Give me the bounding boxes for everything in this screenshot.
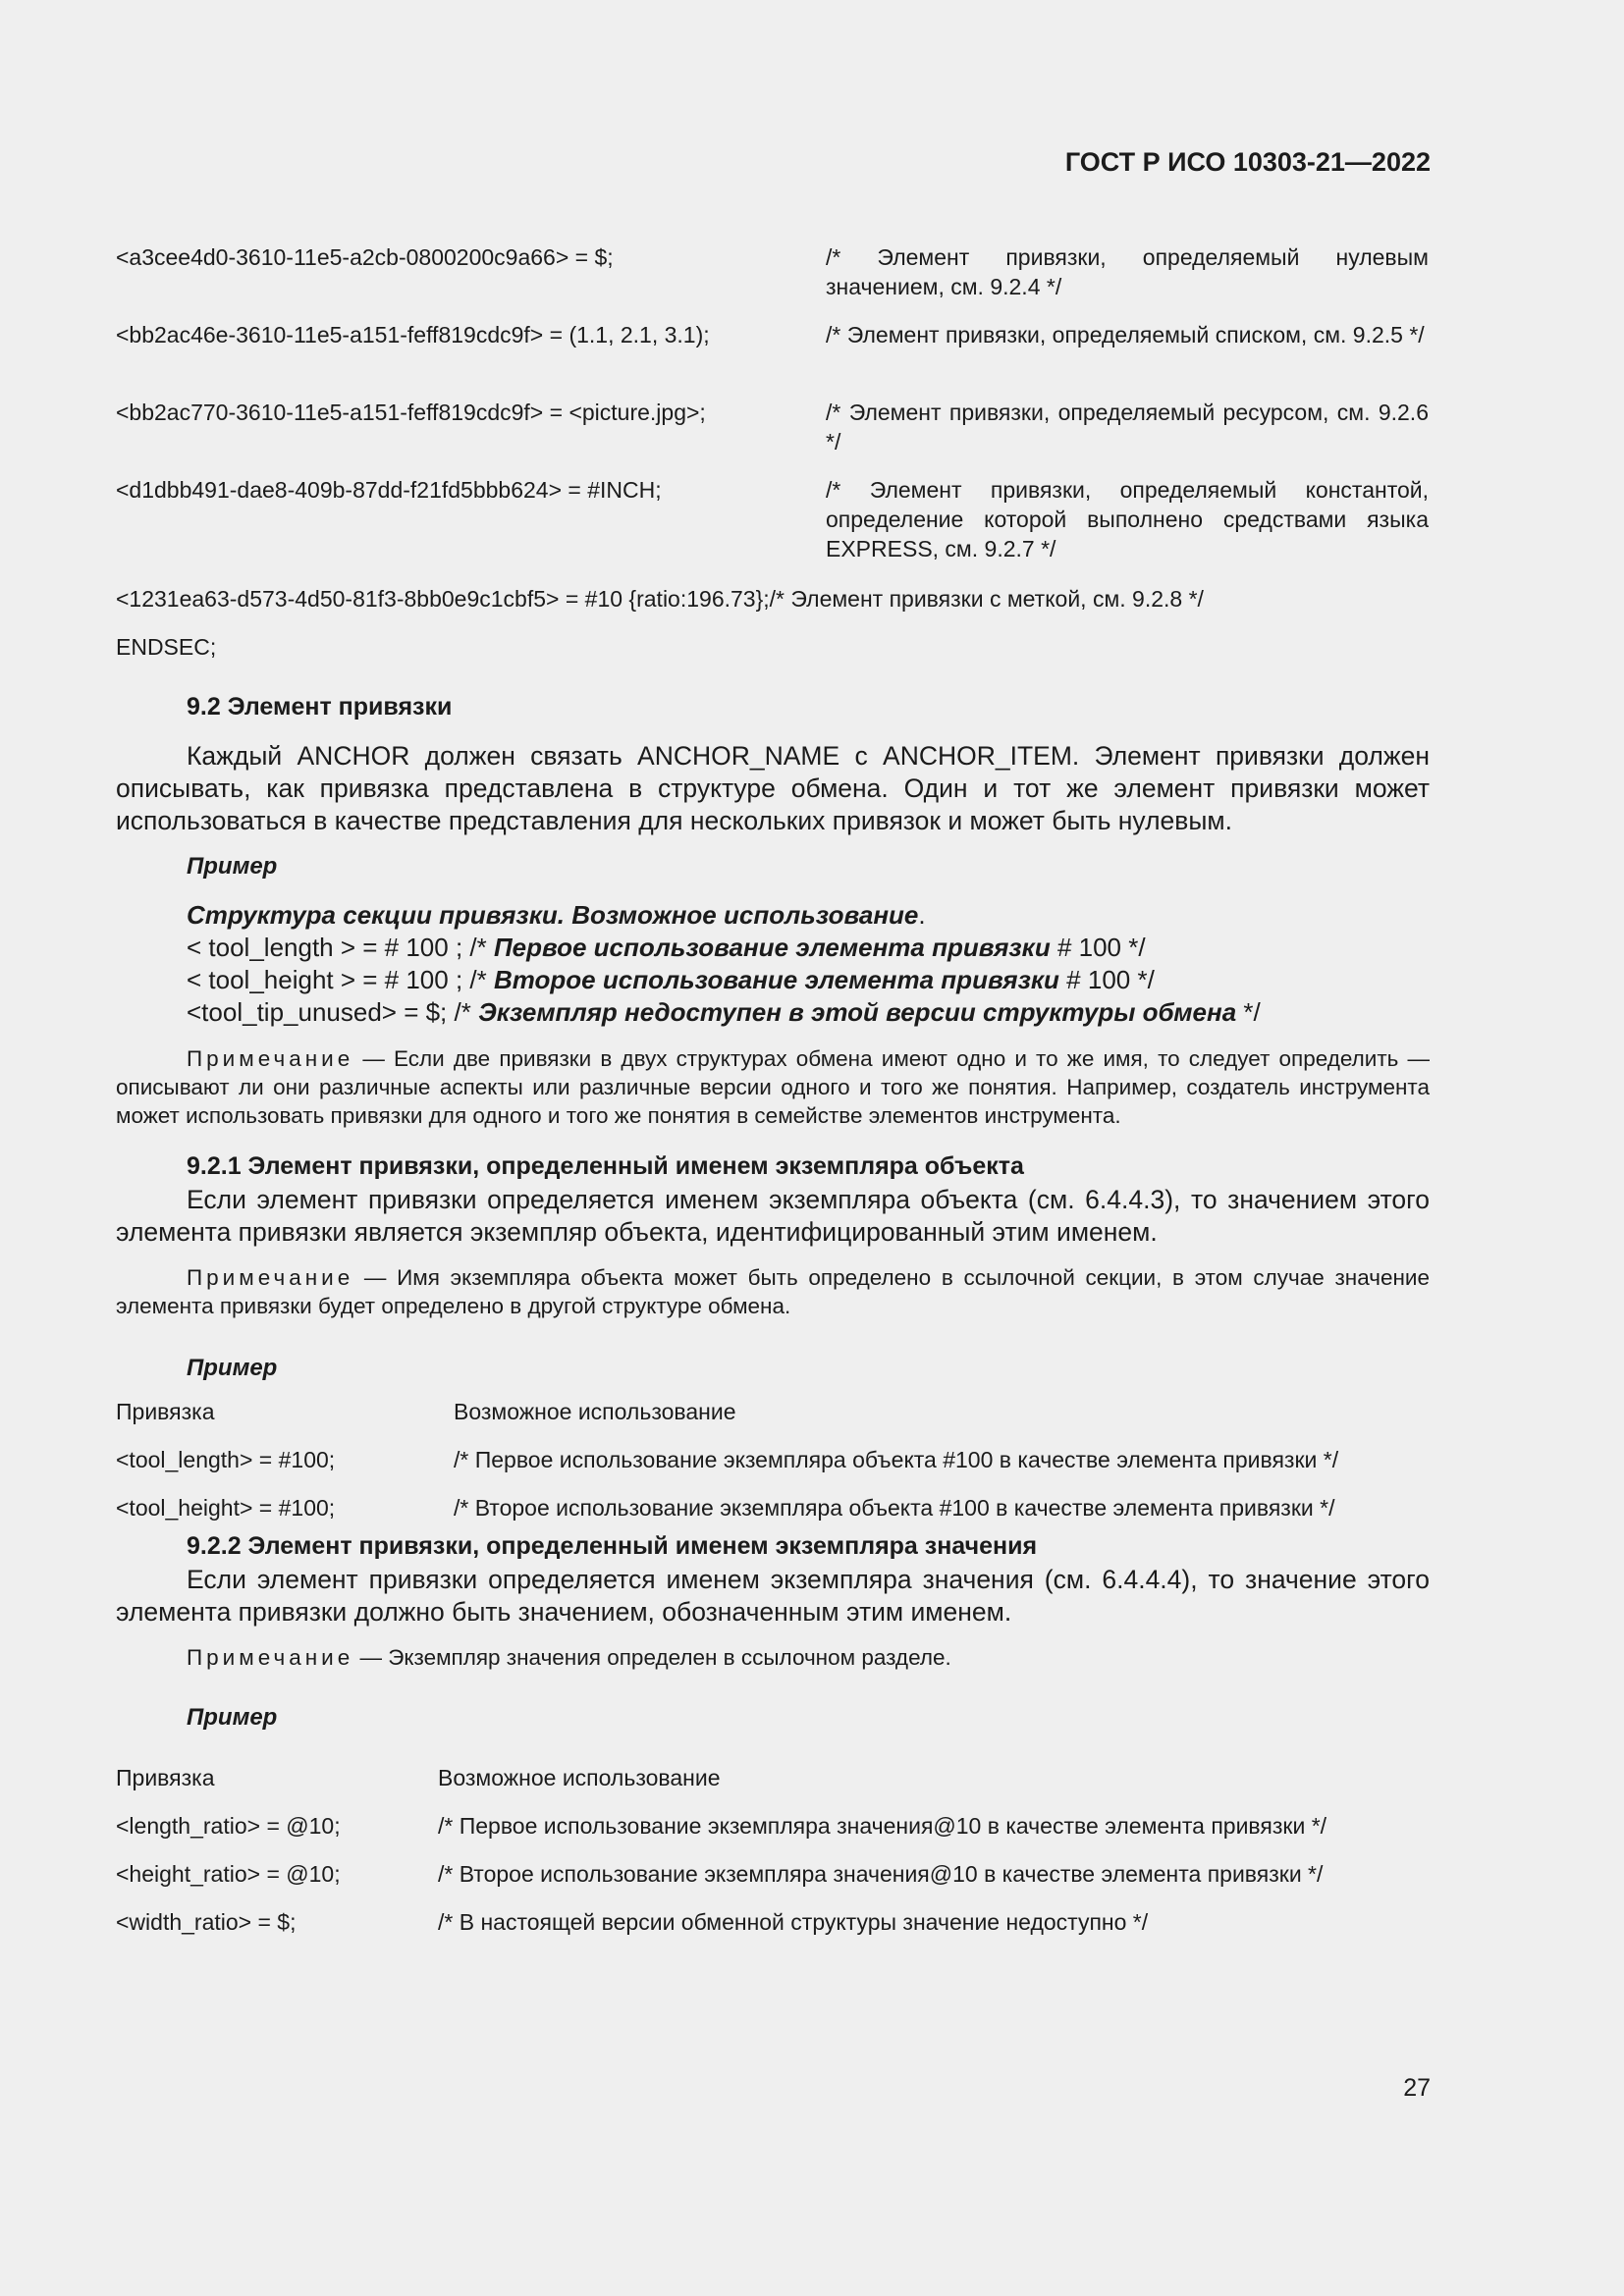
note-9-2-1: Примечание — Имя экземпляра объекта может быть определено в ссылочной секции, в этом случае значение элемента привязки будет определено в другой структуре обмена.	[116, 1265, 1430, 1318]
code-left-4: <d1dbb491-dae8-409b-87dd-f21fd5bbb624> = #INCH;	[116, 477, 662, 503]
table-row: <width_ratio> = $;	[116, 1909, 297, 1935]
section-9-2-2-paragraph: Если элемент привязки определяется именем экземпляра значения (см. 6.4.4.4), то значение этого элемента привязки должно быть значением, обозначенным этим именем.	[116, 1565, 1430, 1627]
code-left-1: <a3cee4d0-3610-11e5-a2cb-0800200c9a66> = $;	[116, 244, 614, 270]
table-cell: /* Первое использование экземпляра объекта #100 в качестве элемента привязки */	[454, 1447, 1339, 1472]
endsec-line: ENDSEC;	[116, 634, 217, 660]
table1-header-anchor: Привязка	[116, 1399, 215, 1424]
code-comment-2: /* Элемент привязки, определяемый списком, см. 9.2.5 */	[826, 322, 1425, 347]
example-label-2: Пример	[187, 1355, 278, 1381]
code-comment-4: /* Элемент привязки, определяемый константой, определение которой выполнено средствами языка EXPRESS, см. 9.2.7 */	[826, 477, 1429, 561]
example-label-1: Пример	[187, 853, 278, 880]
section-9-2-2-title: 9.2.2 Элемент привязки, определенный именем экземпляра значения	[187, 1532, 1038, 1560]
code-comment-3: /* Элемент привязки, определяемый ресурсом, см. 9.2.6 */	[826, 400, 1429, 454]
example-title-line: Структура секции привязки. Возможное использование.	[187, 900, 926, 930]
table-cell: /* В настоящей версии обменной структуры значение недоступно */	[438, 1909, 1149, 1935]
standard-header: ГОСТ Р ИСО 10303-21—2022	[1064, 147, 1431, 177]
code-full-line: <1231ea63-d573-4d50-81f3-8bb0e9c1cbf5> = #10 {ratio:196.73};/* Элемент привязки с меткой, см. 9.2.8 */	[116, 586, 1204, 612]
example-line-3: <tool_tip_unused> = $; /* Экземпляр недоступен в этой версии структуры обмена */	[187, 997, 1261, 1027]
table-cell: /* Второе использование экземпляра значения@10 в качестве элемента привязки */	[438, 1861, 1324, 1887]
note-9-2-2: Примечание — Экземпляр значения определен в ссылочном разделе.	[187, 1645, 951, 1670]
code-left-2: <bb2ac46e-3610-11e5-a151-feff819cdc9f> = (1.1, 2.1, 3.1);	[116, 322, 710, 347]
table2-header-anchor: Привязка	[116, 1765, 215, 1790]
table-cell: /* Второе использование экземпляра объекта #100 в качестве элемента привязки */	[454, 1495, 1335, 1521]
note-9-2: Примечание — Если две привязки в двух структурах обмена имеют одно и то же имя, то следует определить — описывают ли они различные аспекты или различные версии одного и того же понятия. Например, создатель инструмента может использовать привязки для одного и того же понятия в семействе элементов инструмента.	[116, 1046, 1430, 1128]
code-comment-1: /* Элемент привязки, определяемый нулевым значением, см. 9.2.4 */	[826, 244, 1429, 299]
page-number: 27	[1403, 2074, 1431, 2102]
example-title: Структура секции привязки. Возможное использование	[187, 900, 919, 930]
example-block-1	[187, 899, 1434, 1029]
example-line-2: < tool_height > = # 100 ; /* Второе использование элемента привязки # 100 */	[187, 965, 1155, 994]
table-row: <tool_height> = #100;	[116, 1495, 336, 1521]
table1-header-usage: Возможное использование	[454, 1399, 736, 1424]
code-left-3: <bb2ac770-3610-11e5-a151-feff819cdc9f> = <picture.jpg>;	[116, 400, 706, 425]
section-9-2-1-title: 9.2.1 Элемент привязки, определенный именем экземпляра объекта	[187, 1152, 1024, 1180]
table2-header-usage: Возможное использование	[438, 1765, 721, 1790]
example-label-3: Пример	[187, 1704, 278, 1731]
section-9-2-1-paragraph: Если элемент привязки определяется именем экземпляра объекта (см. 6.4.4.3), то значением этого элемента привязки является экземпляр объекта, идентифицированный этим именем.	[116, 1185, 1430, 1247]
section-9-2-paragraph: Каждый ANCHOR должен связать ANCHOR_NAME с ANCHOR_ITEM. Элемент привязки должен описывать, как привязка представлена в структуре обмена. Один и тот же элемент привязки может использоваться в качестве представления для нескольких привязок и может быть нулевым.	[116, 741, 1430, 835]
section-9-2-title: 9.2 Элемент привязки	[187, 693, 453, 721]
table-cell: /* Первое использование экземпляра значения@10 в качестве элемента привязки */	[438, 1813, 1327, 1839]
table-row: <tool_length> = #100;	[116, 1447, 336, 1472]
table-row: <height_ratio> = @10;	[116, 1861, 341, 1887]
table-row: <length_ratio> = @10;	[116, 1813, 341, 1839]
example-line-1: < tool_length > = # 100 ; /* Первое использование элемента привязки # 100 */	[187, 933, 1146, 962]
